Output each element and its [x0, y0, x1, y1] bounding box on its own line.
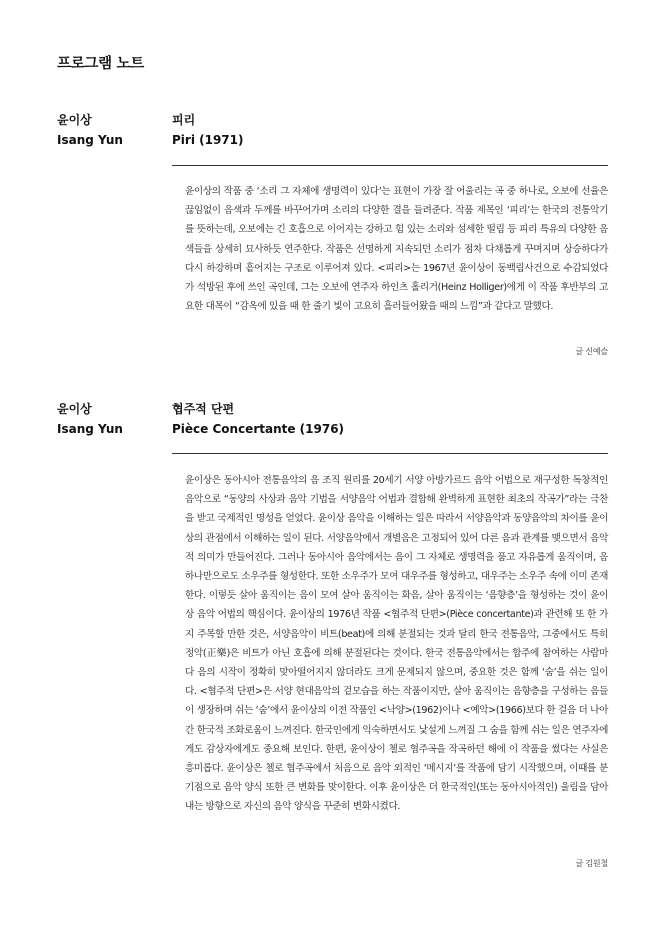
work-title-korean: 협주적 단편 [172, 402, 235, 416]
page-title: 프로그램 노트 [57, 56, 144, 72]
composer-name-english: Isang Yun [57, 133, 123, 147]
author-credit: 글 신예슬 [575, 347, 608, 356]
section-divider [172, 165, 608, 166]
program-note-piri [57, 110, 608, 360]
author-credit: 글 김원철 [575, 859, 608, 868]
section-divider [172, 453, 608, 454]
composer-name-korean: 윤이상 [57, 113, 92, 127]
work-title-korean: 피리 [172, 113, 196, 127]
work-title-english: Piri (1971) [172, 133, 244, 147]
composer-name [57, 110, 123, 150]
work-title [172, 399, 344, 439]
composer-name-korean: 윤이상 [57, 402, 92, 416]
work-title-english: Pièce Concertante (1976) [172, 422, 345, 436]
note-body-text: 윤이상의 작품 중 ‘소리 그 자체에 생명력이 있다’는 표현이 가장 잘 어울리는 곡 중 하나로, 오보에 선율은 끊임없이 음색과 두께를 바꾸어가며 소리의 다양한 결을 들려준다. 작품 제목인 ‘피리’는 한국의 전통악기를 뜻하는데, 오보에는 긴 호흡으로 이어지는 강하고 힘 있는 소리와 섬세한 떨림 등 피리 특유의 다양한 음색들을 상세히 묘사하듯 연주한다. 작품은 선명하게 지속되던 소리가 점차 다채롭게 꾸며지며 상승하다가 다시 하강하며 흩어지는 구조로 이루어져 있다. <피리>는 1967년 윤이상이 동백림사건으로 수감되었다가 석방된 후에 쓰인 곡인데, 그는 오보에 연주자 하인츠 홀리거(Heinz Holliger)에게 이 작품 후반부의 고요한 대목이 “감옥에 있을 때 한 줄기 빛이 고요히 흘러들어왔을 때의 느낌”과 같다고 말했다. [185, 186, 608, 313]
work-title [172, 110, 243, 150]
composer-name-english: Isang Yun [57, 422, 123, 436]
composer-name [57, 399, 123, 439]
program-note-piece-concertante [57, 399, 608, 879]
note-body-text: 윤이상은 동아시아 전통음악의 음 조직 원리를 20세기 서양 아방가르드 음악 어법으로 재구성한 독창적인 음악으로 “동양의 사상과 음악 기법을 서양음악 어법과 결합해 완벽하게 표현한 최초의 작곡가”라는 극찬을 받고 국제적인 명성을 얻었다. 윤이상 음악을 이해하는 일은 따라서 서양음악과 동양음악의 차이를 윤이상의 관점에서 이해하는 일이 된다. 서양음악에서 개별음은 고정되어 있어 다른 음과 관계를 맺으면서 음악적 의미가 만들어진다. 그러나 동아시아 음악에서는 음이 그 자체로 생명력을 품고 자유롭게 움직이며, 음 하나만으로도 소우주를 형성한다. 또한 소우주가 모여 대우주를 형성하고, 대우주는 소우주 속에 이미 존재한다. 이렇듯 살아 움직이는 음이 모여 살아 움직이는 화음, 살아 움직이는 ‘음향층’을 형성하는 것이 윤이상 음악 어법의 핵심이다. 윤이상의 1976년 작품 <협주적 단편>(Pièce concertante)과 관련해 또 한 가지 주목할 만한 것은, 서양음악이 비트(beat)에 의해 분절되는 것과 달리 한국 전통음악, 그중에서도 특히 정악(正樂)은 비트가 아닌 호흡에 의해 분절된다는 것이다. 한국 전통음악에서는 합주에 참여하는 사람마다 음의 시작이 정확히 맞아떨어지지 않더라도 크게 문제되지 않으며, 중요한 것은 함께 ‘숨’을 쉬는 일이다. <협주적 단편>은 서양 현대음악의 겉모습을 하는 작품이지만, 살아 움직이는 음향층을 구성하는 음들이 생장하며 쉬는 ‘숨’에서 윤이상의 이전 작품인 <낙양>(1962)이나 <예악>(1966)보다 한 걸음 더 나아간 한국적 조화로움이 느껴진다. 한국인에게 익숙하면서도 낯설게 느껴질 그 숨을 함께 쉬는 일은 연주자에게도 감상자에게도 중요해 보인다. 한편, 윤이상이 첼로 협주곡을 작곡하던 해에 이 작품을 썼다는 사실은 흥미롭다. 윤이상은 첼로 협주곡에서 처음으로 음악 외적인 ‘메시지’를 작품에 담기 시작했으며, 이때를 분기점으로 음악 양식 또한 큰 변화를 맞이한다. 이후 윤이상은 더 한국적인(또는 동아시아적인) 울림을 담아내는 방향으로 자신의 음악 양식을 꾸준히 변화시켰다. [185, 475, 608, 813]
